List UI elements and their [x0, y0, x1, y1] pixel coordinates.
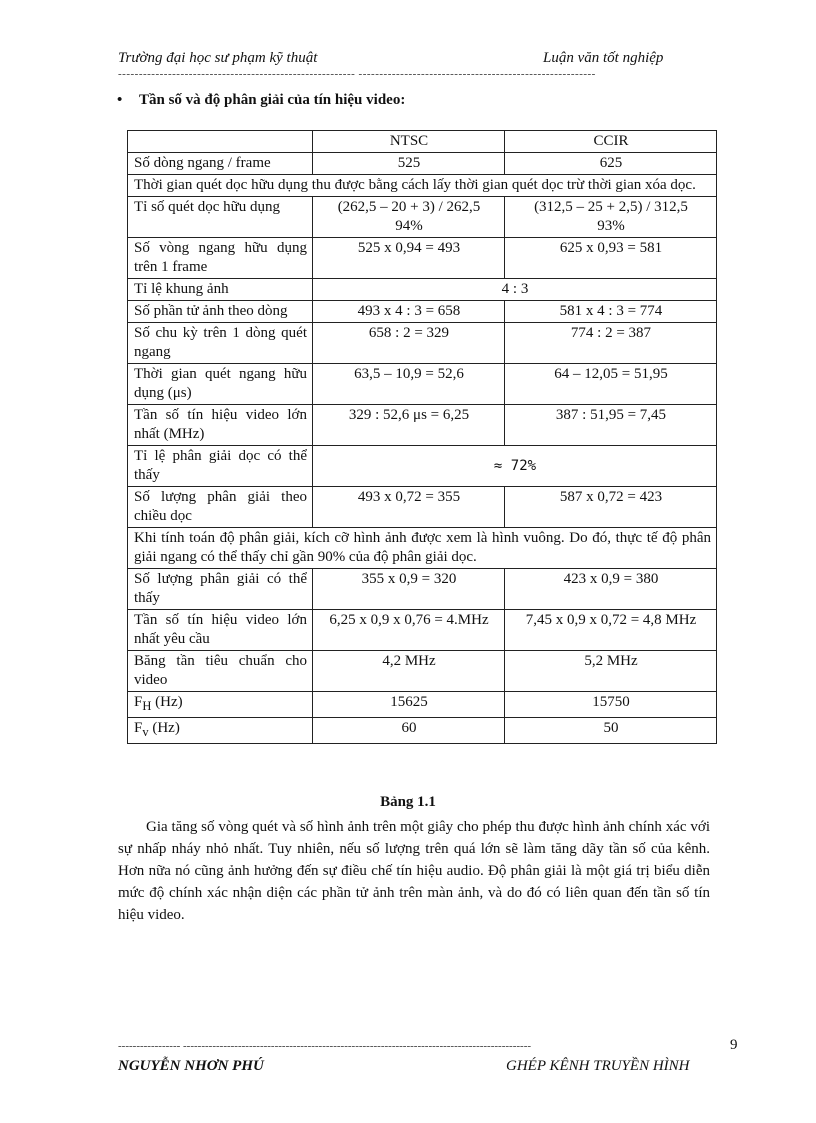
table-row	[128, 175, 717, 197]
table-header-row	[128, 131, 717, 153]
row-label: Số chu kỳ trên 1 dòng quét ngang	[128, 323, 313, 364]
row-label	[128, 692, 313, 718]
ntsc-cell: 60	[313, 718, 505, 744]
table-row	[128, 323, 717, 364]
table-row	[128, 238, 717, 279]
table-row	[128, 610, 717, 651]
header-divider: --------------------------------------------------------- ---------------------------------------------------------	[118, 68, 596, 80]
ntsc-cell: 493 x 0,72 = 355	[313, 487, 505, 528]
column-header-ntsc: NTSC	[313, 131, 505, 153]
footer-topic: GHÉP KÊNH TRUYỀN HÌNH	[506, 1058, 690, 1074]
row-label: Số lượng phân giải có thể thấy	[128, 569, 313, 610]
label-tail: (Hz)	[148, 720, 180, 736]
ntsc-cell: 63,5 – 10,9 = 52,6	[313, 364, 505, 405]
table-caption: Bảng 1.1	[380, 794, 436, 810]
ccir-cell: 387 : 51,95 = 7,45	[505, 405, 717, 446]
ntsc-cell: 355 x 0,9 = 320	[313, 569, 505, 610]
note-cell: Khi tính toán độ phân giải, kích cỡ hình ảnh được xem là hình vuông. Do đó, thực tế độ phân giải ngang có thể thấy chỉ gần 90% của độ phân giải dọc.	[128, 528, 717, 569]
ccir-cell	[505, 197, 717, 238]
header-right-title: Luận văn tốt nghiệp	[543, 50, 664, 66]
merged-value-cell: ≈ 72%	[313, 446, 717, 487]
label-main: F	[134, 694, 143, 710]
section-heading-text: Tần số và độ phân giải của tín hiệu video:	[139, 92, 406, 108]
header-empty-cell	[128, 131, 313, 153]
row-label: Thời gian quét ngang hữu dụng (μs)	[128, 364, 313, 405]
page-number: 9	[730, 1037, 738, 1053]
ntsc-cell: 525 x 0,94 = 493	[313, 238, 505, 279]
column-header-ccir: CCIR	[505, 131, 717, 153]
table-row	[128, 279, 717, 301]
ntsc-cell: 329 : 52,6 μs = 6,25	[313, 405, 505, 446]
table-row	[128, 718, 717, 744]
ccir-cell: 581 x 4 : 3 = 774	[505, 301, 717, 323]
row-label: Tần số tín hiệu video lớn nhất yêu cầu	[128, 610, 313, 651]
table-row	[128, 405, 717, 446]
ntsc-cell: 6,25 x 0,9 x 0,76 = 4.MHz	[313, 610, 505, 651]
ntsc-cell	[313, 197, 505, 238]
table-row	[128, 528, 717, 569]
row-label: Tỉ lệ phân giải dọc có thể thấy	[128, 446, 313, 487]
row-label: Số lượng phân giải theo chiều dọc	[128, 487, 313, 528]
row-label: Tần số tín hiệu video lớn nhất (MHz)	[128, 405, 313, 446]
row-label: Số vòng ngang hữu dụng trên 1 frame	[128, 238, 313, 279]
ccir-cell: 64 – 12,05 = 51,95	[505, 364, 717, 405]
ntsc-formula: (262,5 – 20 + 3) / 262,5	[337, 199, 481, 215]
ccir-cell: 15750	[505, 692, 717, 718]
table-row	[128, 301, 717, 323]
ntsc-cell: 4,2 MHz	[313, 651, 505, 692]
video-resolution-table	[127, 130, 717, 744]
ntsc-cell: 658 : 2 = 329	[313, 323, 505, 364]
merged-value-cell: 4 : 3	[313, 279, 717, 301]
label-subscript: v	[142, 725, 149, 739]
table-row	[128, 651, 717, 692]
ccir-cell: 5,2 MHz	[505, 651, 717, 692]
label-tail: (Hz)	[151, 694, 183, 710]
ccir-cell: 7,45 x 0,9 x 0,72 = 4,8 MHz	[505, 610, 717, 651]
ccir-cell: 587 x 0,72 = 423	[505, 487, 717, 528]
table-row	[128, 487, 717, 528]
footer-author: NGUYỄN NHƠN PHÚ	[118, 1058, 264, 1074]
footer-divider: ----------------- -----------------------------------------------------------------------------------------------	[118, 1040, 532, 1052]
body-paragraph: Gia tăng số vòng quét và số hình ảnh trên một giây cho phép thu được hình ảnh chính xác với sự nhấp nháy nhỏ nhất. Tuy nhiên, nếu số lượng trên quá lớn sẽ làm tăng dãy tần số của kênh. Hơn nữa nó cũng ảnh hưởng đến sự điều chế tín hiệu audio. Độ phân giải là một giá trị biểu diễn mức độ chính xác nhận diện các phần tử ảnh trên màn ảnh, và do đó có liên quan đến tần số tín hiệu video.	[118, 819, 710, 923]
note-cell: Thời gian quét dọc hữu dụng thu được bằng cách lấy thời gian quét dọc trừ thời gian xóa dọc.	[128, 175, 717, 197]
row-label: Số phần tử ảnh theo dòng	[128, 301, 313, 323]
row-label: Tỉ lệ khung ảnh	[128, 279, 313, 301]
ccir-cell: 774 : 2 = 387	[505, 323, 717, 364]
section-heading	[117, 92, 405, 109]
ntsc-cell: 525	[313, 153, 505, 175]
row-label: Tỉ số quét dọc hữu dụng	[128, 197, 313, 238]
ntsc-cell: 15625	[313, 692, 505, 718]
ccir-cell: 50	[505, 718, 717, 744]
ntsc-cell: 493 x 4 : 3 = 658	[313, 301, 505, 323]
ntsc-result: 94%	[395, 218, 423, 234]
ccir-result: 93%	[597, 218, 625, 234]
table-row	[128, 569, 717, 610]
ccir-cell: 625 x 0,93 = 581	[505, 238, 717, 279]
table-row	[128, 364, 717, 405]
table-row	[128, 197, 717, 238]
row-label: Băng tần tiêu chuẩn cho video	[128, 651, 313, 692]
ccir-cell: 625	[505, 153, 717, 175]
label-subscript: H	[142, 699, 152, 713]
bullet-icon: •	[117, 92, 123, 108]
table-row	[128, 153, 717, 175]
row-label	[128, 718, 313, 744]
header-left-title: Trường đại học sư phạm kỹ thuật	[118, 50, 318, 66]
table-row	[128, 692, 717, 718]
ccir-cell: 423 x 0,9 = 380	[505, 569, 717, 610]
label-main: F	[134, 720, 143, 736]
ccir-formula: (312,5 – 25 + 2,5) / 312,5	[534, 199, 688, 215]
table-row	[128, 446, 717, 487]
row-label: Số dòng ngang / frame	[128, 153, 313, 175]
